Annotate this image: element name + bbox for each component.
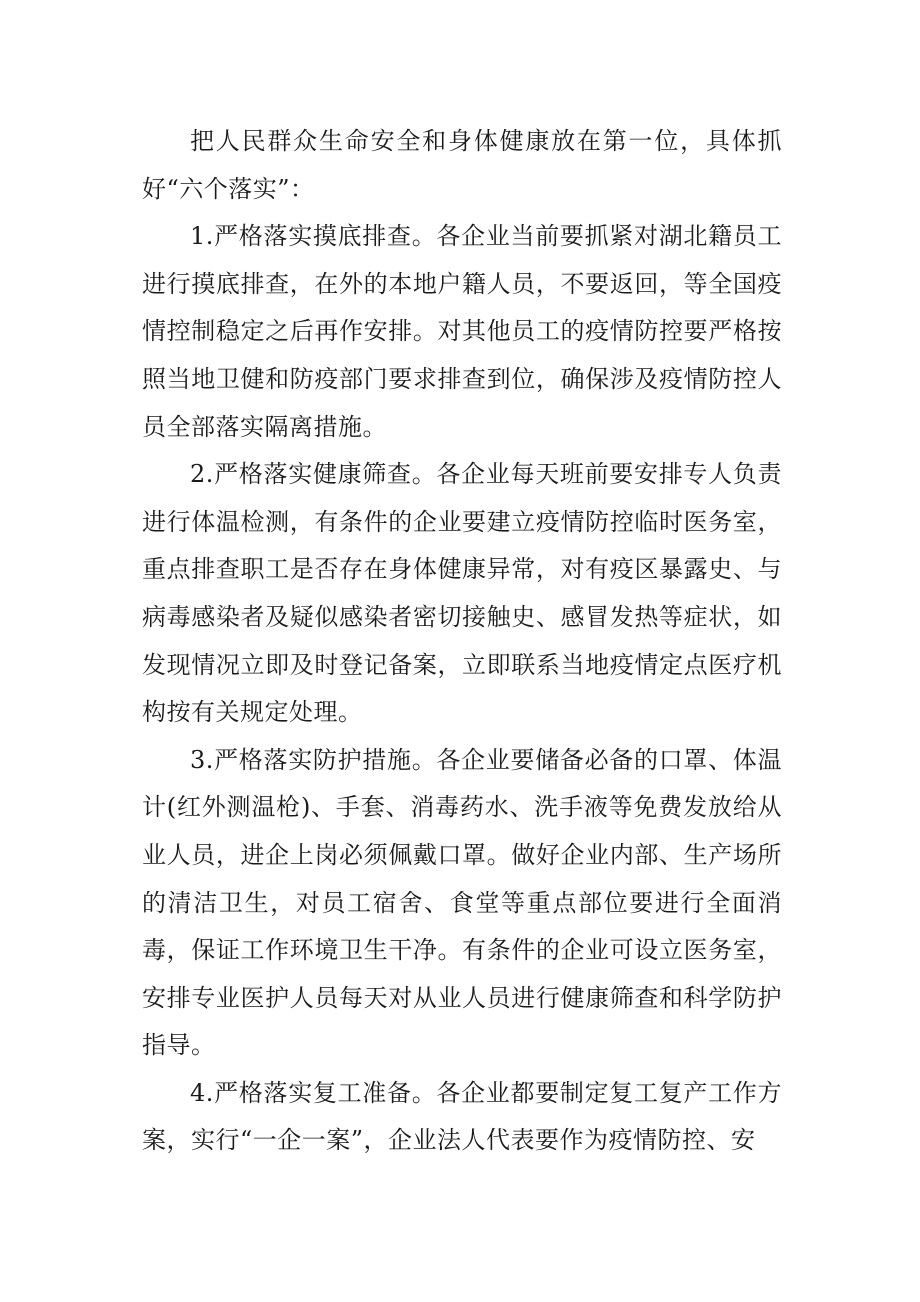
paragraph-item-1: 1.严格落实摸底排查。各企业当前要抓紧对湖北籍员工进行摸底排查，在外的本地户籍人员，不要返回，等全国疫情控制稳定之后再作安排。对其他员工的疫情防控要严格按照当地卫健和防疫部门要求排查到位，确保涉及疫情防控人员全部落实隔离措施。 bbox=[142, 222, 782, 441]
document-body bbox=[142, 118, 782, 1165]
paragraph-intro: 把人民群众生命安全和身体健康放在第一位，具体抓好“六个落实”： bbox=[142, 127, 782, 203]
paragraph-item-3: 3.严格落实防护措施。各企业要储备必备的口罩、体温计(红外测温枪)、手套、消毒药水、洗手液等免费发放给从业人员，进企上岗必须佩戴口罩。做好企业内部、生产场所的清洁卫生，对员工宿舍、食堂等重点部位要进行全面消毒，保证工作环境卫生干净。有条件的企业可设立医务室，安排专业医护人员每天对从业人员进行健康筛查和科学防护指导。 bbox=[142, 745, 782, 1060]
paragraph-item-4: 4.严格落实复工准备。各企业都要制定复工复产工作方案，实行“一企一案”，企业法人代表要作为疫情防控、安 bbox=[142, 1078, 782, 1155]
paragraph-item-2: 2.严格落实健康筛查。各企业每天班前要安排专人负责进行体温检测，有条件的企业要建立疫情防控临时医务室，重点排查职工是否存在身体健康异常，对有疫区暴露史、与病毒感染者及疑似感染者密切接触史、感冒发热等症状，如发现情况立即及时登记备案，立即联系当地疫情定点医疗机构按有关规定处理。 bbox=[142, 460, 782, 727]
